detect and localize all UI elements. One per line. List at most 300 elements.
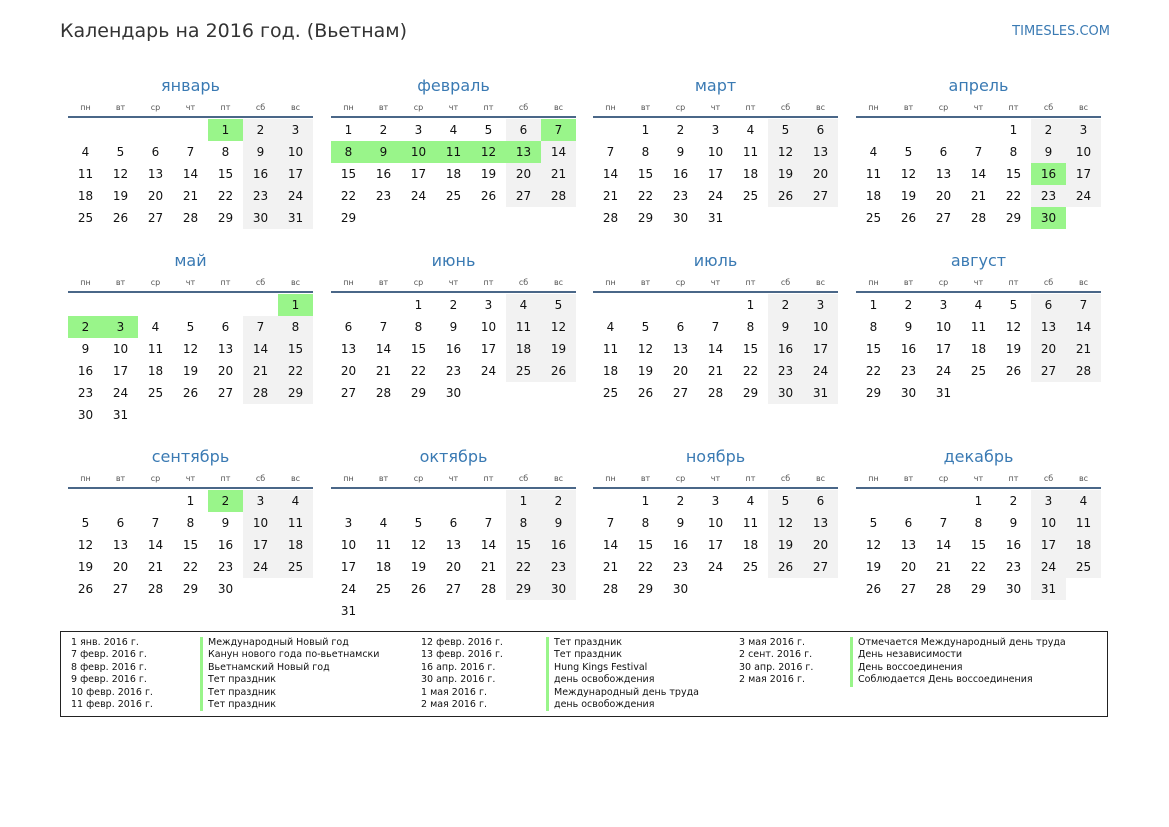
legend-holiday-name: День независимости — [850, 649, 962, 661]
day-cell: 3 — [803, 294, 838, 316]
day-cell: 8 — [1009, 145, 1018, 159]
day-cell: 5 — [414, 516, 423, 530]
weekday-label: сб — [1043, 103, 1054, 112]
day-cell: 3 — [243, 490, 278, 512]
day-cell: 20 — [112, 560, 129, 574]
day-cell: 6 — [221, 320, 230, 334]
weekday-label: пт — [745, 103, 756, 112]
day-cell: 28 — [602, 211, 619, 225]
month-calendar — [593, 75, 838, 229]
day-cell: 31 — [935, 386, 952, 400]
day-cell: 22 — [637, 560, 654, 574]
legend-date: 2 сент. 2016 г. — [739, 649, 813, 661]
day-cell: 12 — [77, 538, 94, 552]
weekday-label: сб — [780, 278, 791, 287]
day-cell: 18 — [77, 189, 94, 203]
day-cell: 17 — [1066, 163, 1101, 185]
day-cell: 11 — [278, 512, 313, 534]
day-cell: 21 — [970, 189, 987, 203]
day-cell: 20 — [900, 560, 917, 574]
day-cell: 15 — [742, 342, 759, 356]
weekday-header — [856, 470, 1101, 489]
day-cell: 30 — [672, 211, 689, 225]
weekday-label: сб — [1043, 278, 1054, 287]
month-name: декабрь — [943, 447, 1014, 466]
day-cell: 21 — [182, 189, 199, 203]
day-cell: 31 — [707, 211, 724, 225]
day-cell: 3 — [278, 119, 313, 141]
day-cell: 24 — [707, 189, 724, 203]
day-cell: 9 — [676, 145, 685, 159]
day-cell: 28 — [970, 211, 987, 225]
day-cell: 15 — [182, 538, 199, 552]
day-cell: 2 — [768, 294, 803, 316]
day-cell: 14 — [147, 538, 164, 552]
weekday-label: чт — [710, 278, 721, 287]
weekday-header — [68, 274, 313, 293]
day-cell: 6 — [803, 490, 838, 512]
day-cell: 14 — [602, 538, 619, 552]
holiday-day: 7 — [541, 119, 576, 141]
day-cell: 27 — [935, 211, 952, 225]
weekday-label: пт — [483, 474, 494, 483]
day-cell: 3 — [484, 298, 493, 312]
legend-holiday-name: Тет праздник — [200, 699, 276, 711]
day-cell: 27 — [217, 386, 234, 400]
day-cell: 8 — [869, 320, 878, 334]
day-cell: 10 — [278, 141, 313, 163]
day-cell: 28 — [243, 382, 278, 404]
day-cell: 27 — [112, 582, 129, 596]
month-name: октябрь — [419, 447, 488, 466]
weekday-label: пн — [80, 474, 91, 483]
day-cell: 24 — [935, 364, 952, 378]
weekday-label: вт — [903, 474, 914, 483]
day-cell: 14 — [375, 342, 392, 356]
day-cell: 23 — [541, 556, 576, 578]
day-cell: 5 — [484, 123, 493, 137]
weekday-label: пн — [868, 474, 879, 483]
weekday-label: пн — [605, 474, 616, 483]
day-cell: 31 — [278, 207, 313, 229]
day-cell: 21 — [602, 189, 619, 203]
day-cell: 16 — [541, 534, 576, 556]
day-cell: 23 — [217, 560, 234, 574]
day-cell: 14 — [243, 338, 278, 360]
day-cell: 10 — [112, 342, 129, 356]
day-cell: 20 — [217, 364, 234, 378]
day-cell: 29 — [340, 211, 357, 225]
day-cell: 24 — [278, 185, 313, 207]
day-cell: 18 — [602, 364, 619, 378]
day-cell: 6 — [116, 516, 125, 530]
legend-date: 1 мая 2016 г. — [421, 686, 487, 698]
day-cell: 14 — [480, 538, 497, 552]
day-cell: 21 — [243, 360, 278, 382]
weekday-label: пт — [220, 103, 231, 112]
day-cell: 2 — [541, 490, 576, 512]
holiday-day: 10 — [401, 141, 436, 163]
weekday-label: пт — [483, 103, 494, 112]
day-cell: 26 — [637, 386, 654, 400]
day-cell: 29 — [1005, 211, 1022, 225]
weekday-label: вт — [115, 103, 126, 112]
day-cell: 28 — [480, 582, 497, 596]
day-cell: 30 — [768, 382, 803, 404]
day-cell: 11 — [742, 516, 759, 530]
day-cell: 16 — [768, 338, 803, 360]
day-grid — [856, 294, 1101, 404]
day-cell: 18 — [445, 167, 462, 181]
day-cell: 23 — [445, 364, 462, 378]
day-cell: 4 — [746, 123, 755, 137]
day-cell: 30 — [1005, 582, 1022, 596]
day-cell: 30 — [445, 386, 462, 400]
weekday-header — [856, 274, 1101, 293]
day-cell: 19 — [541, 338, 576, 360]
day-cell: 7 — [151, 516, 160, 530]
day-cell: 25 — [742, 560, 759, 574]
day-cell: 17 — [707, 167, 724, 181]
day-grid — [68, 294, 313, 426]
day-cell: 23 — [243, 185, 278, 207]
day-cell: 16 — [445, 342, 462, 356]
weekday-label: чт — [710, 103, 721, 112]
day-cell: 23 — [1031, 185, 1066, 207]
day-cell: 30 — [541, 578, 576, 600]
day-grid — [593, 119, 838, 229]
day-cell: 31 — [803, 382, 838, 404]
day-cell: 15 — [340, 167, 357, 181]
weekday-label: вс — [815, 474, 826, 483]
day-cell: 11 — [1066, 512, 1101, 534]
weekday-label: вт — [115, 474, 126, 483]
day-cell: 21 — [707, 364, 724, 378]
weekday-label: чт — [973, 474, 984, 483]
day-cell: 21 — [1066, 338, 1101, 360]
weekday-label: вс — [290, 474, 301, 483]
day-cell: 16 — [900, 342, 917, 356]
weekday-header — [593, 470, 838, 489]
weekday-label: ср — [675, 474, 686, 483]
day-cell: 8 — [506, 512, 541, 534]
weekday-header — [331, 470, 576, 489]
legend-date: 12 февр. 2016 г. — [421, 637, 503, 648]
day-cell: 3 — [414, 123, 423, 137]
weekday-header — [68, 99, 313, 118]
day-cell: 9 — [541, 512, 576, 534]
weekday-label: пн — [343, 278, 354, 287]
day-cell: 18 — [1066, 534, 1101, 556]
day-cell: 24 — [480, 364, 497, 378]
weekday-label: пн — [605, 278, 616, 287]
weekday-label: сб — [518, 474, 529, 483]
legend-holiday-name: Тет праздник — [200, 674, 276, 686]
day-cell: 20 — [340, 364, 357, 378]
day-cell: 9 — [768, 316, 803, 338]
day-cell: 5 — [186, 320, 195, 334]
weekday-label: чт — [973, 103, 984, 112]
day-cell: 2 — [1009, 494, 1018, 508]
day-cell: 31 — [1031, 578, 1066, 600]
day-cell: 26 — [182, 386, 199, 400]
day-cell: 15 — [410, 342, 427, 356]
day-cell: 13 — [1031, 316, 1066, 338]
day-cell: 11 — [375, 538, 392, 552]
weekday-label: сб — [255, 278, 266, 287]
weekday-label: пн — [868, 103, 879, 112]
legend-date: 13 февр. 2016 г. — [421, 649, 503, 661]
weekday-label: пн — [80, 278, 91, 287]
weekday-label: вс — [290, 103, 301, 112]
day-cell: 8 — [641, 516, 650, 530]
weekday-label: ср — [150, 474, 161, 483]
weekday-label: пн — [605, 103, 616, 112]
day-cell: 1 — [641, 494, 650, 508]
day-cell: 25 — [865, 211, 882, 225]
day-cell: 1 — [506, 490, 541, 512]
day-cell: 12 — [541, 316, 576, 338]
month-name: март — [694, 76, 737, 95]
day-cell: 7 — [379, 320, 388, 334]
day-cell: 16 — [672, 538, 689, 552]
day-cell: 22 — [637, 189, 654, 203]
day-cell: 26 — [1005, 364, 1022, 378]
day-cell: 19 — [77, 560, 94, 574]
day-cell: 27 — [340, 386, 357, 400]
day-cell: 4 — [151, 320, 160, 334]
month-calendar — [331, 250, 576, 404]
day-cell: 22 — [410, 364, 427, 378]
day-cell: 11 — [602, 342, 619, 356]
legend-date: 3 мая 2016 г. — [739, 637, 805, 648]
day-cell: 22 — [182, 560, 199, 574]
day-cell: 24 — [803, 360, 838, 382]
day-cell: 3 — [1031, 490, 1066, 512]
day-grid — [856, 119, 1101, 229]
day-cell: 20 — [803, 163, 838, 185]
month-name: июль — [693, 251, 738, 270]
day-cell: 29 — [742, 386, 759, 400]
weekday-label: сб — [255, 103, 266, 112]
weekday-label: сб — [780, 474, 791, 483]
day-cell: 15 — [637, 538, 654, 552]
day-cell: 25 — [445, 189, 462, 203]
day-cell: 24 — [707, 560, 724, 574]
weekday-label: вс — [553, 103, 564, 112]
site-link[interactable]: TIMESLES.COM — [1012, 24, 1110, 39]
legend-holiday-name: день освобождения — [546, 674, 654, 686]
legend-holiday-name: Международный Новый год — [200, 637, 349, 649]
month-calendar — [68, 75, 313, 229]
day-cell: 14 — [182, 167, 199, 181]
weekday-header — [331, 274, 576, 293]
day-cell: 13 — [112, 538, 129, 552]
day-cell: 14 — [1066, 316, 1101, 338]
day-cell: 10 — [803, 316, 838, 338]
day-cell: 24 — [410, 189, 427, 203]
weekday-label: чт — [710, 474, 721, 483]
day-cell: 24 — [340, 582, 357, 596]
weekday-label: чт — [448, 474, 459, 483]
day-cell: 22 — [278, 360, 313, 382]
day-cell: 3 — [1066, 119, 1101, 141]
day-cell: 1 — [974, 494, 983, 508]
weekday-label: ср — [938, 474, 949, 483]
day-cell: 27 — [672, 386, 689, 400]
day-cell: 1 — [1009, 123, 1018, 137]
day-cell: 29 — [506, 578, 541, 600]
weekday-label: пн — [343, 103, 354, 112]
day-cell: 26 — [768, 185, 803, 207]
weekday-label: чт — [185, 103, 196, 112]
day-cell: 19 — [768, 163, 803, 185]
day-cell: 22 — [970, 560, 987, 574]
weekday-header — [593, 274, 838, 293]
day-cell: 23 — [768, 360, 803, 382]
month-name: май — [174, 251, 207, 270]
day-cell: 1 — [641, 123, 650, 137]
weekday-label: вт — [378, 103, 389, 112]
day-cell: 29 — [182, 582, 199, 596]
day-cell: 29 — [278, 382, 313, 404]
day-cell: 30 — [217, 582, 234, 596]
day-cell: 19 — [480, 167, 497, 181]
day-grid — [593, 490, 838, 600]
day-cell: 26 — [900, 211, 917, 225]
day-cell: 21 — [602, 560, 619, 574]
legend-holiday-name: Тет праздник — [546, 649, 622, 661]
holiday-day: 9 — [366, 141, 401, 163]
day-cell: 10 — [935, 320, 952, 334]
day-cell: 13 — [900, 538, 917, 552]
day-cell: 6 — [904, 516, 913, 530]
day-cell: 3 — [939, 298, 948, 312]
day-cell: 13 — [147, 167, 164, 181]
day-cell: 25 — [147, 386, 164, 400]
day-cell: 2 — [379, 123, 388, 137]
day-cell: 11 — [506, 316, 541, 338]
day-cell: 10 — [707, 145, 724, 159]
holiday-day: 1 — [208, 119, 243, 141]
day-cell: 27 — [803, 185, 838, 207]
weekday-label: вс — [815, 103, 826, 112]
day-cell: 27 — [803, 556, 838, 578]
day-cell: 12 — [112, 167, 129, 181]
day-cell: 7 — [1066, 294, 1101, 316]
day-cell: 20 — [506, 163, 541, 185]
day-cell: 5 — [904, 145, 913, 159]
day-cell: 8 — [746, 320, 755, 334]
day-cell: 2 — [676, 123, 685, 137]
weekday-label: пт — [745, 278, 756, 287]
day-cell: 6 — [676, 320, 685, 334]
day-cell: 19 — [410, 560, 427, 574]
day-cell: 7 — [974, 145, 983, 159]
day-grid — [331, 294, 576, 404]
day-cell: 7 — [606, 516, 615, 530]
month-calendar — [593, 446, 838, 600]
day-cell: 17 — [410, 167, 427, 181]
day-cell: 1 — [414, 298, 423, 312]
day-cell: 4 — [606, 320, 615, 334]
day-grid — [68, 119, 313, 229]
day-cell: 10 — [480, 320, 497, 334]
weekday-label: ср — [413, 278, 424, 287]
day-cell: 1 — [186, 494, 195, 508]
day-cell: 17 — [935, 342, 952, 356]
day-cell: 8 — [186, 516, 195, 530]
day-cell: 18 — [742, 538, 759, 552]
day-cell: 13 — [935, 167, 952, 181]
day-cell: 3 — [711, 494, 720, 508]
day-cell: 28 — [707, 386, 724, 400]
day-cell: 16 — [217, 538, 234, 552]
day-cell: 6 — [344, 320, 353, 334]
day-cell: 9 — [243, 141, 278, 163]
day-cell: 17 — [340, 560, 357, 574]
day-cell: 5 — [1009, 298, 1018, 312]
day-cell: 18 — [147, 364, 164, 378]
legend-holiday-name: Канун нового года по-вьетнамски — [200, 649, 379, 661]
day-cell: 15 — [278, 338, 313, 360]
day-cell: 12 — [900, 167, 917, 181]
day-cell: 19 — [900, 189, 917, 203]
day-cell: 10 — [243, 512, 278, 534]
day-cell: 25 — [77, 211, 94, 225]
day-cell: 22 — [506, 556, 541, 578]
day-cell: 9 — [904, 320, 913, 334]
weekday-label: вс — [1078, 103, 1089, 112]
day-cell: 7 — [484, 516, 493, 530]
day-cell: 16 — [672, 167, 689, 181]
month-name: февраль — [417, 76, 490, 95]
day-cell: 4 — [379, 516, 388, 530]
page-title: Календарь на 2016 год. (Вьетнам) — [60, 20, 408, 42]
day-cell: 25 — [602, 386, 619, 400]
day-cell: 23 — [672, 189, 689, 203]
day-cell: 22 — [1005, 189, 1022, 203]
day-cell: 15 — [506, 534, 541, 556]
day-cell: 8 — [414, 320, 423, 334]
day-cell: 14 — [935, 538, 952, 552]
weekday-label: вс — [1078, 474, 1089, 483]
month-name: июнь — [431, 251, 476, 270]
day-cell: 18 — [970, 342, 987, 356]
day-cell: 27 — [900, 582, 917, 596]
day-cell: 14 — [541, 141, 576, 163]
day-cell: 9 — [1031, 141, 1066, 163]
day-cell: 11 — [742, 145, 759, 159]
day-cell: 17 — [112, 364, 129, 378]
day-grid — [331, 119, 576, 229]
day-cell: 14 — [602, 167, 619, 181]
day-cell: 27 — [1031, 360, 1066, 382]
legend-date: 7 февр. 2016 г. — [71, 649, 147, 661]
day-cell: 7 — [939, 516, 948, 530]
weekday-label: ср — [938, 103, 949, 112]
legend-holiday-name: день освобождения — [546, 699, 654, 711]
day-cell: 18 — [278, 534, 313, 556]
day-cell: 4 — [746, 494, 755, 508]
day-cell: 23 — [77, 386, 94, 400]
weekday-label: пт — [220, 474, 231, 483]
day-cell: 11 — [147, 342, 164, 356]
day-cell: 31 — [112, 408, 129, 422]
day-cell: 9 — [221, 516, 230, 530]
day-cell: 22 — [217, 189, 234, 203]
day-cell: 5 — [768, 490, 803, 512]
